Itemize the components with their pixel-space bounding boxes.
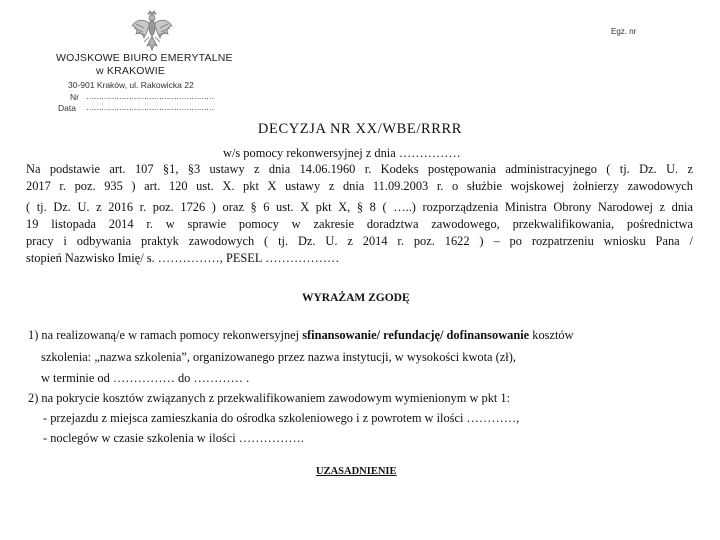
item-1-line-3: w terminie od …………… do ………… .: [41, 371, 250, 385]
item-1-suffix: kosztów: [529, 328, 574, 342]
legal-basis-line: 2017 r. poz. 935 ) art. 120 ust. X. pkt X ustawy z dnia 11.09.2003 r. o służbie wojskowej żołnierzy zawodowych: [26, 179, 693, 193]
legal-basis-line: Na podstawie art. 107 §1, §3 ustawy z dnia 14.06.1960 r. Kodeks postępowania administracyjnego ( tj. Dz. U. z: [26, 162, 693, 176]
date-field: ……………………………………………: [86, 102, 214, 112]
legal-basis-last-line: stopień Nazwisko Imię/ s. ……………, PESEL ………………: [26, 251, 340, 265]
decision-title: DECYZJA NR XX/WBE/RRRR: [257, 121, 463, 137]
office-name-line2: w KRAKOWIE: [96, 65, 166, 77]
item-2-sub-1: - przejazdu z miejsca zamieszkania do ośrodka szkoleniowego i z powrotem w ilości …………,: [43, 411, 520, 425]
copy-number-label: Egz. nr: [611, 27, 637, 36]
eagle-emblem-icon: [130, 8, 174, 54]
nr-label: Nr: [70, 92, 79, 102]
item-2-line-1: 2) na pokrycie kosztów związanych z przekwalifikowaniem zawodowym wymienionym w pkt 1:: [28, 391, 511, 405]
date-label: Data: [58, 103, 76, 113]
item-2-sub-2: - noclegów w czasie szkolenia w ilości …………….: [43, 431, 304, 445]
consent-heading: WYRAŻAM ZGODĘ: [302, 292, 410, 304]
item-1-line-2: szkolenia: „nazwa szkolenia”, organizowanego przez nazwa instytucji, w wysokości kwota (zł),: [41, 350, 516, 364]
legal-basis-line: pracy i odbywania praktyk zawodowych ( tj. Dz. U. z 2014 r. poz. 1622 ) – po rozpatrzeniu wniosku Pana /: [26, 234, 693, 248]
item-1-line-1: [28, 327, 574, 343]
legal-basis-line: ( tj. Dz. U. z 2016 r. poz. 1726 ) oraz § 6 ust. X pkt X, § 8 ( …..) rozporządzenia Ministra Obrony Narodowej z dnia: [26, 200, 693, 214]
item-1-prefix: 1) na realizowaną/e w ramach pomocy rekonwersyjnej: [28, 328, 303, 342]
justification-heading: UZASADNIENIE: [316, 466, 397, 477]
nr-field: ……………………………………………: [86, 91, 214, 101]
office-name-line1: WOJSKOWE BIURO EMERYTALNE: [56, 52, 233, 64]
decision-subtitle: w/s pomocy rekonwersyjnej z dnia ……………: [223, 146, 461, 160]
office-address: 30-901 Kraków, ul. Rakowicka 22: [68, 80, 194, 90]
legal-basis-line: 19 listopada 2014 r. w sprawie pomocy w zakresie doradztwa zawodowego, przekwalifikowania, pośrednictwa: [26, 217, 693, 231]
item-1-financing-type: sfinansowanie/ refundację/ dofinansowanie: [302, 328, 530, 342]
